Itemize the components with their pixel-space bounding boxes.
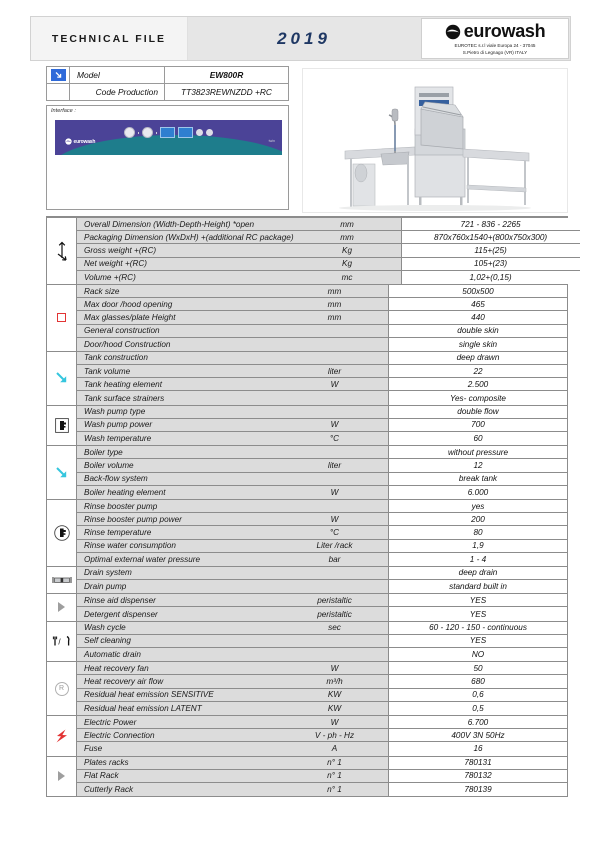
spec-label: Overall Dimension (Width-Depth-Height) *open xyxy=(77,218,294,230)
table-row xyxy=(77,231,580,244)
table-row xyxy=(77,473,567,486)
model-table xyxy=(46,66,289,101)
cutlery-icon xyxy=(47,622,77,662)
table-row xyxy=(77,365,567,378)
table-row xyxy=(77,419,567,432)
spec-unit: n° 1 xyxy=(281,783,389,796)
model-arrow-cell xyxy=(47,67,70,83)
table-row xyxy=(77,298,567,311)
spec-unit: mm xyxy=(281,285,389,297)
spec-group-rows xyxy=(77,352,567,405)
spec-group-rows xyxy=(77,757,567,797)
spec-unit: mm xyxy=(281,298,389,310)
spec-value: 16 xyxy=(389,742,567,755)
spec-group xyxy=(47,757,567,797)
spec-unit: peristaltic xyxy=(281,594,389,606)
spec-group xyxy=(47,500,567,567)
rinse-pump-icon xyxy=(47,500,77,566)
spec-group xyxy=(47,662,567,716)
table-row xyxy=(77,526,567,539)
spec-label: Cutterly Rack xyxy=(77,783,281,796)
interface-label: Interface : xyxy=(51,108,76,114)
spec-group xyxy=(47,446,567,500)
spec-label: Rinse booster pump xyxy=(77,500,281,512)
spec-group-rows xyxy=(77,662,567,715)
table-row xyxy=(77,338,567,351)
spec-label: Rack size xyxy=(77,285,281,297)
model-label: Model xyxy=(70,67,165,83)
spec-group xyxy=(47,285,567,352)
spec-value: single skin xyxy=(389,338,567,351)
spec-value: NO xyxy=(389,648,567,661)
table-row xyxy=(77,500,567,513)
spec-unit xyxy=(281,446,389,458)
start-button-icon[interactable] xyxy=(196,129,203,136)
brand-name: eurowash xyxy=(463,21,546,42)
table-row xyxy=(77,594,567,607)
spec-value: 400V 3N 50Hz xyxy=(389,729,567,741)
table-row xyxy=(77,783,567,796)
table-row xyxy=(77,757,567,770)
spec-unit: KW xyxy=(281,702,389,715)
spec-unit: mm xyxy=(281,311,389,323)
spec-value: 700 xyxy=(389,419,567,431)
wash-pump-icon xyxy=(47,406,77,446)
spec-value: 780132 xyxy=(389,770,567,782)
table-row xyxy=(77,689,567,702)
spec-label: Boiler volume xyxy=(77,459,281,471)
spec-group-rows xyxy=(77,716,567,756)
dimensions-arrow-icon xyxy=(47,218,77,284)
specifications-table xyxy=(46,216,568,797)
spec-value: 6.700 xyxy=(389,716,567,728)
table-row xyxy=(77,513,567,526)
spec-label: Wash temperature xyxy=(77,432,281,445)
table-row xyxy=(77,486,567,499)
cycle-knob-icon[interactable] xyxy=(142,127,153,138)
table-row xyxy=(77,432,567,445)
table-row xyxy=(77,567,567,580)
spec-unit: W xyxy=(281,716,389,728)
table-row xyxy=(77,446,567,459)
spec-group xyxy=(47,622,567,663)
table-row xyxy=(77,553,567,566)
spec-label: Boiler type xyxy=(77,446,281,458)
spec-unit: W xyxy=(281,419,389,431)
lightning-bolt-icon xyxy=(47,716,77,756)
spec-unit: W xyxy=(281,378,389,390)
spec-value: 105+(23) xyxy=(402,258,580,270)
brand-address xyxy=(455,43,536,55)
table-row xyxy=(77,662,567,675)
spec-unit: W xyxy=(281,513,389,525)
spec-value: 80 xyxy=(389,526,567,538)
spec-label: Volume +(RC) xyxy=(77,271,294,284)
table-row xyxy=(77,406,567,419)
page-header xyxy=(30,16,571,61)
spec-unit xyxy=(281,635,389,647)
spec-value: 200 xyxy=(389,513,567,525)
spec-group xyxy=(47,567,567,594)
code-production-value: TT3823REWNZDD +RC xyxy=(165,84,288,100)
code-icon-cell xyxy=(47,84,70,100)
table-row xyxy=(77,742,567,755)
brand-logo-row xyxy=(445,21,546,42)
dishwasher-illustration-icon xyxy=(303,69,567,212)
spec-value: 1 - 4 xyxy=(389,553,567,566)
brand-address-line1: EUROTEC s.r.l viale Europa 24 - 37045 xyxy=(454,43,536,49)
accessory-triangle-icon xyxy=(47,757,77,797)
spec-label: Rinse aid dispenser xyxy=(77,594,281,606)
page-title: TECHNICAL FILE xyxy=(51,32,167,45)
code-production-label: Code Production xyxy=(70,84,165,100)
spec-unit: m³/h xyxy=(281,675,389,687)
spec-label: Wash cycle xyxy=(77,622,281,634)
wash-display-icon xyxy=(160,127,175,138)
table-row xyxy=(77,378,567,391)
panel-badge: twin xyxy=(268,139,275,143)
spec-group xyxy=(47,406,567,447)
spec-unit xyxy=(281,648,389,661)
spec-group xyxy=(47,218,567,285)
spec-group-rows xyxy=(77,594,567,620)
spec-value: deep drawn xyxy=(389,352,567,364)
table-row xyxy=(77,648,567,661)
table-row xyxy=(77,271,580,284)
spec-value: without pressure xyxy=(389,446,567,458)
spec-unit: W xyxy=(281,662,389,674)
heat-recovery-icon: R xyxy=(47,662,77,715)
spec-label: Residual heat emission LATENT xyxy=(77,702,281,715)
spec-label: General construction xyxy=(77,325,281,337)
spec-value: 12 xyxy=(389,459,567,471)
spec-group xyxy=(47,716,567,757)
power-knob-icon[interactable] xyxy=(124,127,135,138)
spec-value: 1,02+(0,15) xyxy=(402,271,580,284)
table-row xyxy=(77,285,567,298)
code-production-row xyxy=(47,84,288,100)
spec-unit: bar xyxy=(281,553,389,566)
spec-label: Tank surface strainers xyxy=(77,391,281,404)
machine-photo xyxy=(302,68,568,213)
dispenser-triangle-icon xyxy=(47,594,77,620)
spec-unit: sec xyxy=(281,622,389,634)
spec-label: Wash pump power xyxy=(77,419,281,431)
spec-value: Yes- composite xyxy=(389,391,567,404)
spec-label: Fuse xyxy=(77,742,281,755)
spec-value: 721 - 836 - 2265 xyxy=(402,218,580,230)
table-row xyxy=(77,352,567,365)
table-row xyxy=(77,258,580,271)
boiler-arrow-icon xyxy=(47,446,77,499)
spec-group-rows xyxy=(77,285,567,351)
panel-brand-name: eurowash xyxy=(73,138,96,145)
year-label: 2019 xyxy=(277,28,331,48)
spec-value: standard built in xyxy=(389,580,567,593)
spec-value: 50 xyxy=(389,662,567,674)
spec-value: 440 xyxy=(389,311,567,323)
spec-label: Drain system xyxy=(77,567,281,579)
spec-unit: mm xyxy=(294,218,402,230)
spec-value: 115+(25) xyxy=(402,244,580,256)
spec-label: Optimal external water pressure xyxy=(77,553,281,566)
spec-group-rows xyxy=(77,500,567,566)
spec-unit: °C xyxy=(281,526,389,538)
spec-unit xyxy=(281,567,389,579)
eurowash-droplet-logo-icon xyxy=(445,24,461,40)
spec-label: Automatic drain xyxy=(77,648,281,661)
spec-unit xyxy=(281,500,389,512)
spec-value: 1,9 xyxy=(389,540,567,552)
spec-value: YES xyxy=(389,594,567,606)
spec-value: double skin xyxy=(389,325,567,337)
spec-label: Heat recovery air flow xyxy=(77,675,281,687)
spec-value: deep drain xyxy=(389,567,567,579)
spec-unit xyxy=(281,325,389,337)
spec-unit: W xyxy=(281,486,389,499)
spec-group-rows xyxy=(77,406,567,446)
table-row xyxy=(77,325,567,338)
spec-value: 780139 xyxy=(389,783,567,796)
spec-group-rows xyxy=(77,567,567,593)
spec-unit: mc xyxy=(294,271,402,284)
spec-label: Packaging Dimension (WxDxH) +(additional RC package) xyxy=(77,231,294,243)
panel-controls xyxy=(124,127,213,138)
spec-group-rows xyxy=(77,622,567,662)
spec-value: 6.000 xyxy=(389,486,567,499)
spec-value: 2.500 xyxy=(389,378,567,390)
spec-value: 22 xyxy=(389,365,567,377)
spec-label: Rinse water consumption xyxy=(77,540,281,552)
tick-mark-icon xyxy=(156,132,157,134)
spec-unit: n° 1 xyxy=(281,770,389,782)
spec-label: Back-flow system xyxy=(77,473,281,485)
spec-label: Rinse booster pump power xyxy=(77,513,281,525)
year-box xyxy=(188,17,420,60)
brand-address-line2: S.Pietro di Legnago (VR) ITALY xyxy=(462,49,528,55)
table-row xyxy=(77,716,567,729)
spec-unit xyxy=(281,352,389,364)
arrow-down-right-icon xyxy=(51,69,66,81)
model-row xyxy=(47,67,288,84)
spec-unit: Kg xyxy=(294,258,402,270)
table-row xyxy=(77,540,567,553)
table-row xyxy=(77,218,580,231)
spec-unit xyxy=(281,391,389,404)
spec-unit xyxy=(281,338,389,351)
spec-unit: Liter /rack xyxy=(281,540,389,552)
spec-label: Door/hood Construction xyxy=(77,338,281,351)
spec-unit: liter xyxy=(281,459,389,471)
spec-label: Plates racks xyxy=(77,757,281,769)
table-row xyxy=(77,580,567,593)
spec-unit: liter xyxy=(281,365,389,377)
spec-unit: peristaltic xyxy=(281,607,389,620)
spec-unit: A xyxy=(281,742,389,755)
spec-label: Gross weight +(RC) xyxy=(77,244,294,256)
spec-unit: Kg xyxy=(294,244,402,256)
spec-label: Rinse temperature xyxy=(77,526,281,538)
table-row xyxy=(77,391,567,404)
spec-value: 680 xyxy=(389,675,567,687)
spec-unit: mm xyxy=(294,231,402,243)
spec-label: Heat recovery fan xyxy=(77,662,281,674)
spec-label: Tank volume xyxy=(77,365,281,377)
table-row xyxy=(77,729,567,742)
spec-unit: °C xyxy=(281,432,389,445)
spec-label: Electric Connection xyxy=(77,729,281,741)
spec-value: 0,5 xyxy=(389,702,567,715)
spec-unit: KW xyxy=(281,689,389,701)
spec-value: 60 xyxy=(389,432,567,445)
interface-box xyxy=(46,105,289,210)
drain-button-icon[interactable] xyxy=(206,129,213,136)
table-row xyxy=(77,622,567,635)
spec-value: 0,6 xyxy=(389,689,567,701)
table-row xyxy=(77,702,567,715)
control-panel-image xyxy=(55,120,282,155)
brand-logo-box xyxy=(421,18,569,59)
spec-value: YES xyxy=(389,607,567,620)
spec-value: 465 xyxy=(389,298,567,310)
drain-icon xyxy=(47,567,77,593)
spec-unit xyxy=(281,406,389,418)
spec-unit: V - ph - Hz xyxy=(281,729,389,741)
spec-value: break tank xyxy=(389,473,567,485)
spec-label: Detergent dispenser xyxy=(77,607,281,620)
spec-value: double flow xyxy=(389,406,567,418)
spec-label: Electric Power xyxy=(77,716,281,728)
table-row xyxy=(77,459,567,472)
spec-unit xyxy=(281,473,389,485)
panel-droplet-icon xyxy=(65,138,72,145)
spec-label: Self cleaning xyxy=(77,635,281,647)
spec-value: 60 - 120 - 150 - continuous xyxy=(389,622,567,634)
spec-unit xyxy=(281,580,389,593)
table-row xyxy=(77,311,567,324)
table-row xyxy=(77,607,567,620)
technical-file-title-box xyxy=(31,17,188,60)
spec-value: 870x760x1540+(800x750x300) xyxy=(402,231,580,243)
spec-value: 500x500 xyxy=(389,285,567,297)
model-value: EW800R xyxy=(165,67,288,83)
panel-brand xyxy=(65,138,95,145)
rack-square-icon xyxy=(47,285,77,351)
spec-label: Max door /hood opening xyxy=(77,298,281,310)
spec-label: Tank heating element xyxy=(77,378,281,390)
spec-group-rows xyxy=(77,218,580,284)
tick-mark-icon xyxy=(138,132,139,134)
spec-value: 780131 xyxy=(389,757,567,769)
spec-label: Max glasses/plate Height xyxy=(77,311,281,323)
spec-label: Drain pump xyxy=(77,580,281,593)
spec-value: yes xyxy=(389,500,567,512)
table-row xyxy=(77,244,580,257)
spec-group-rows xyxy=(77,446,567,499)
spec-unit: n° 1 xyxy=(281,757,389,769)
tank-arrow-icon xyxy=(47,352,77,405)
table-row xyxy=(77,675,567,688)
spec-label: Boiler heating element xyxy=(77,486,281,499)
rinse-display-icon xyxy=(178,127,193,138)
spec-label: Wash pump type xyxy=(77,406,281,418)
spec-group xyxy=(47,594,567,621)
svg-text:/: / xyxy=(57,637,61,647)
spec-label: Flat Rack xyxy=(77,770,281,782)
table-row xyxy=(77,635,567,648)
spec-label: Tank construction xyxy=(77,352,281,364)
spec-label: Residual heat emission SENSITIVE xyxy=(77,689,281,701)
spec-group xyxy=(47,352,567,406)
table-row xyxy=(77,770,567,783)
spec-value: YES xyxy=(389,635,567,647)
spec-label: Net weight +(RC) xyxy=(77,258,294,270)
